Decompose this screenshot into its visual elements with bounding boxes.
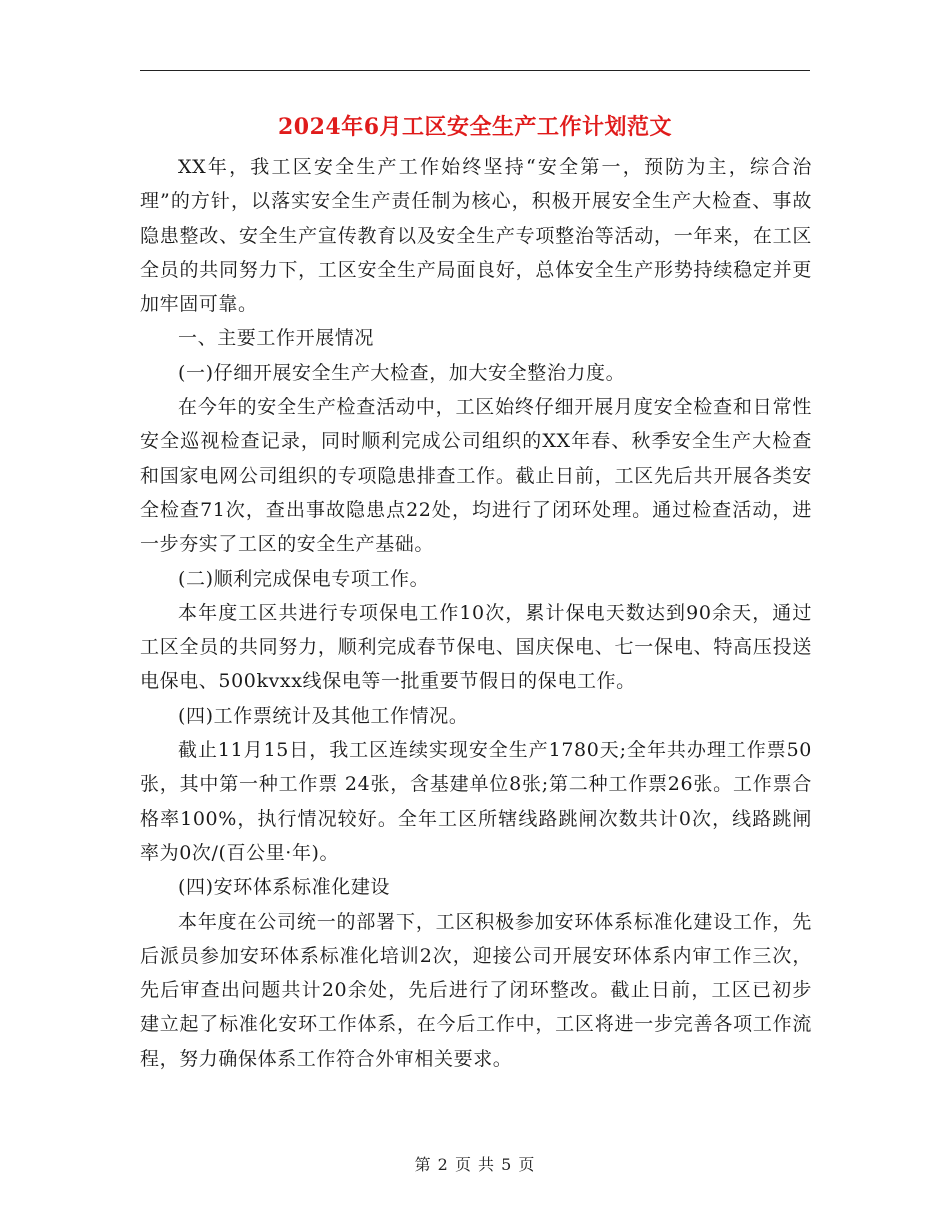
document-body	[140, 150, 812, 1076]
section-heading-main-work: 一、主要工作开展情况	[178, 327, 375, 350]
subsection-heading-power-guarantee: (二)顺利完成保电专项工作。	[178, 567, 430, 590]
power-guarantee-paragraph: 本年度工区共进行专项保电工作10次，累计保电天数达到90余天，通过工区全员的共同努力，顺利完成春节保电、国庆保电、七一保电、特高压投送电保电、500kvxx线保电等一批重要节假日的保电工作。	[140, 601, 812, 693]
subsection-heading-work-tickets: (四)工作票统计及其他工作情况。	[178, 704, 469, 727]
subsection-heading-standardization: (四)安环体系标准化建设	[178, 876, 391, 899]
page-number-footer: 第 2 页 共 5 页	[414, 1155, 536, 1174]
document-title: 2024年6月工区安全生产工作计划范文	[277, 114, 673, 140]
work-tickets-paragraph: 截止11月15日，我工区连续实现安全生产1780天;全年共办理工作票50张，其中第一种工作票 24张，含基建单位8张;第二种工作票26张。工作票合格率100%，执行情况较好。全年工区所辖线路跳闸次数共计0次，线路跳闸率为0次/(百公里·年)。	[140, 739, 812, 864]
inspection-paragraph: 在今年的安全生产检查活动中，工区始终仔细开展月度安全检查和日常性安全巡视检查记录，同时顺利完成公司组织的XX年春、秋季安全生产大检查和国家电网公司组织的专项隐患排查工作。截止日前，工区先后共开展各类安全检查71次，查出事故隐患点22处，均进行了闭环处理。通过检查活动，进一步夯实了工区的安全生产基础。	[140, 396, 812, 556]
intro-paragraph: XX年，我工区安全生产工作始终坚持“安全第一，预防为主，综合治理”的方针，以落实安全生产责任制为核心，积极开展安全生产大检查、事故隐患整改、安全生产宣传教育以及安全生产专项整治等活动，一年来，在工区全员的共同努力下，工区安全生产局面良好，总体安全生产形势持续稳定并更加牢固可靠。	[140, 156, 812, 316]
standardization-paragraph: 本年度在公司统一的部署下，工区积极参加安环体系标准化建设工作，先后派员参加安环体系标准化培训2次，迎接公司开展安环体系内审工作三次，先后审查出问题共计20余处，先后进行了闭环整改。截止日前，工区已初步建立起了标准化安环工作体系，在今后工作中，工区将进一步完善各项工作流程，努力确保体系工作符合外审相关要求。	[140, 910, 812, 1070]
subsection-heading-inspection: (一)仔细开展安全生产大检查，加大安全整治力度。	[178, 361, 626, 384]
header-rule	[140, 70, 810, 71]
